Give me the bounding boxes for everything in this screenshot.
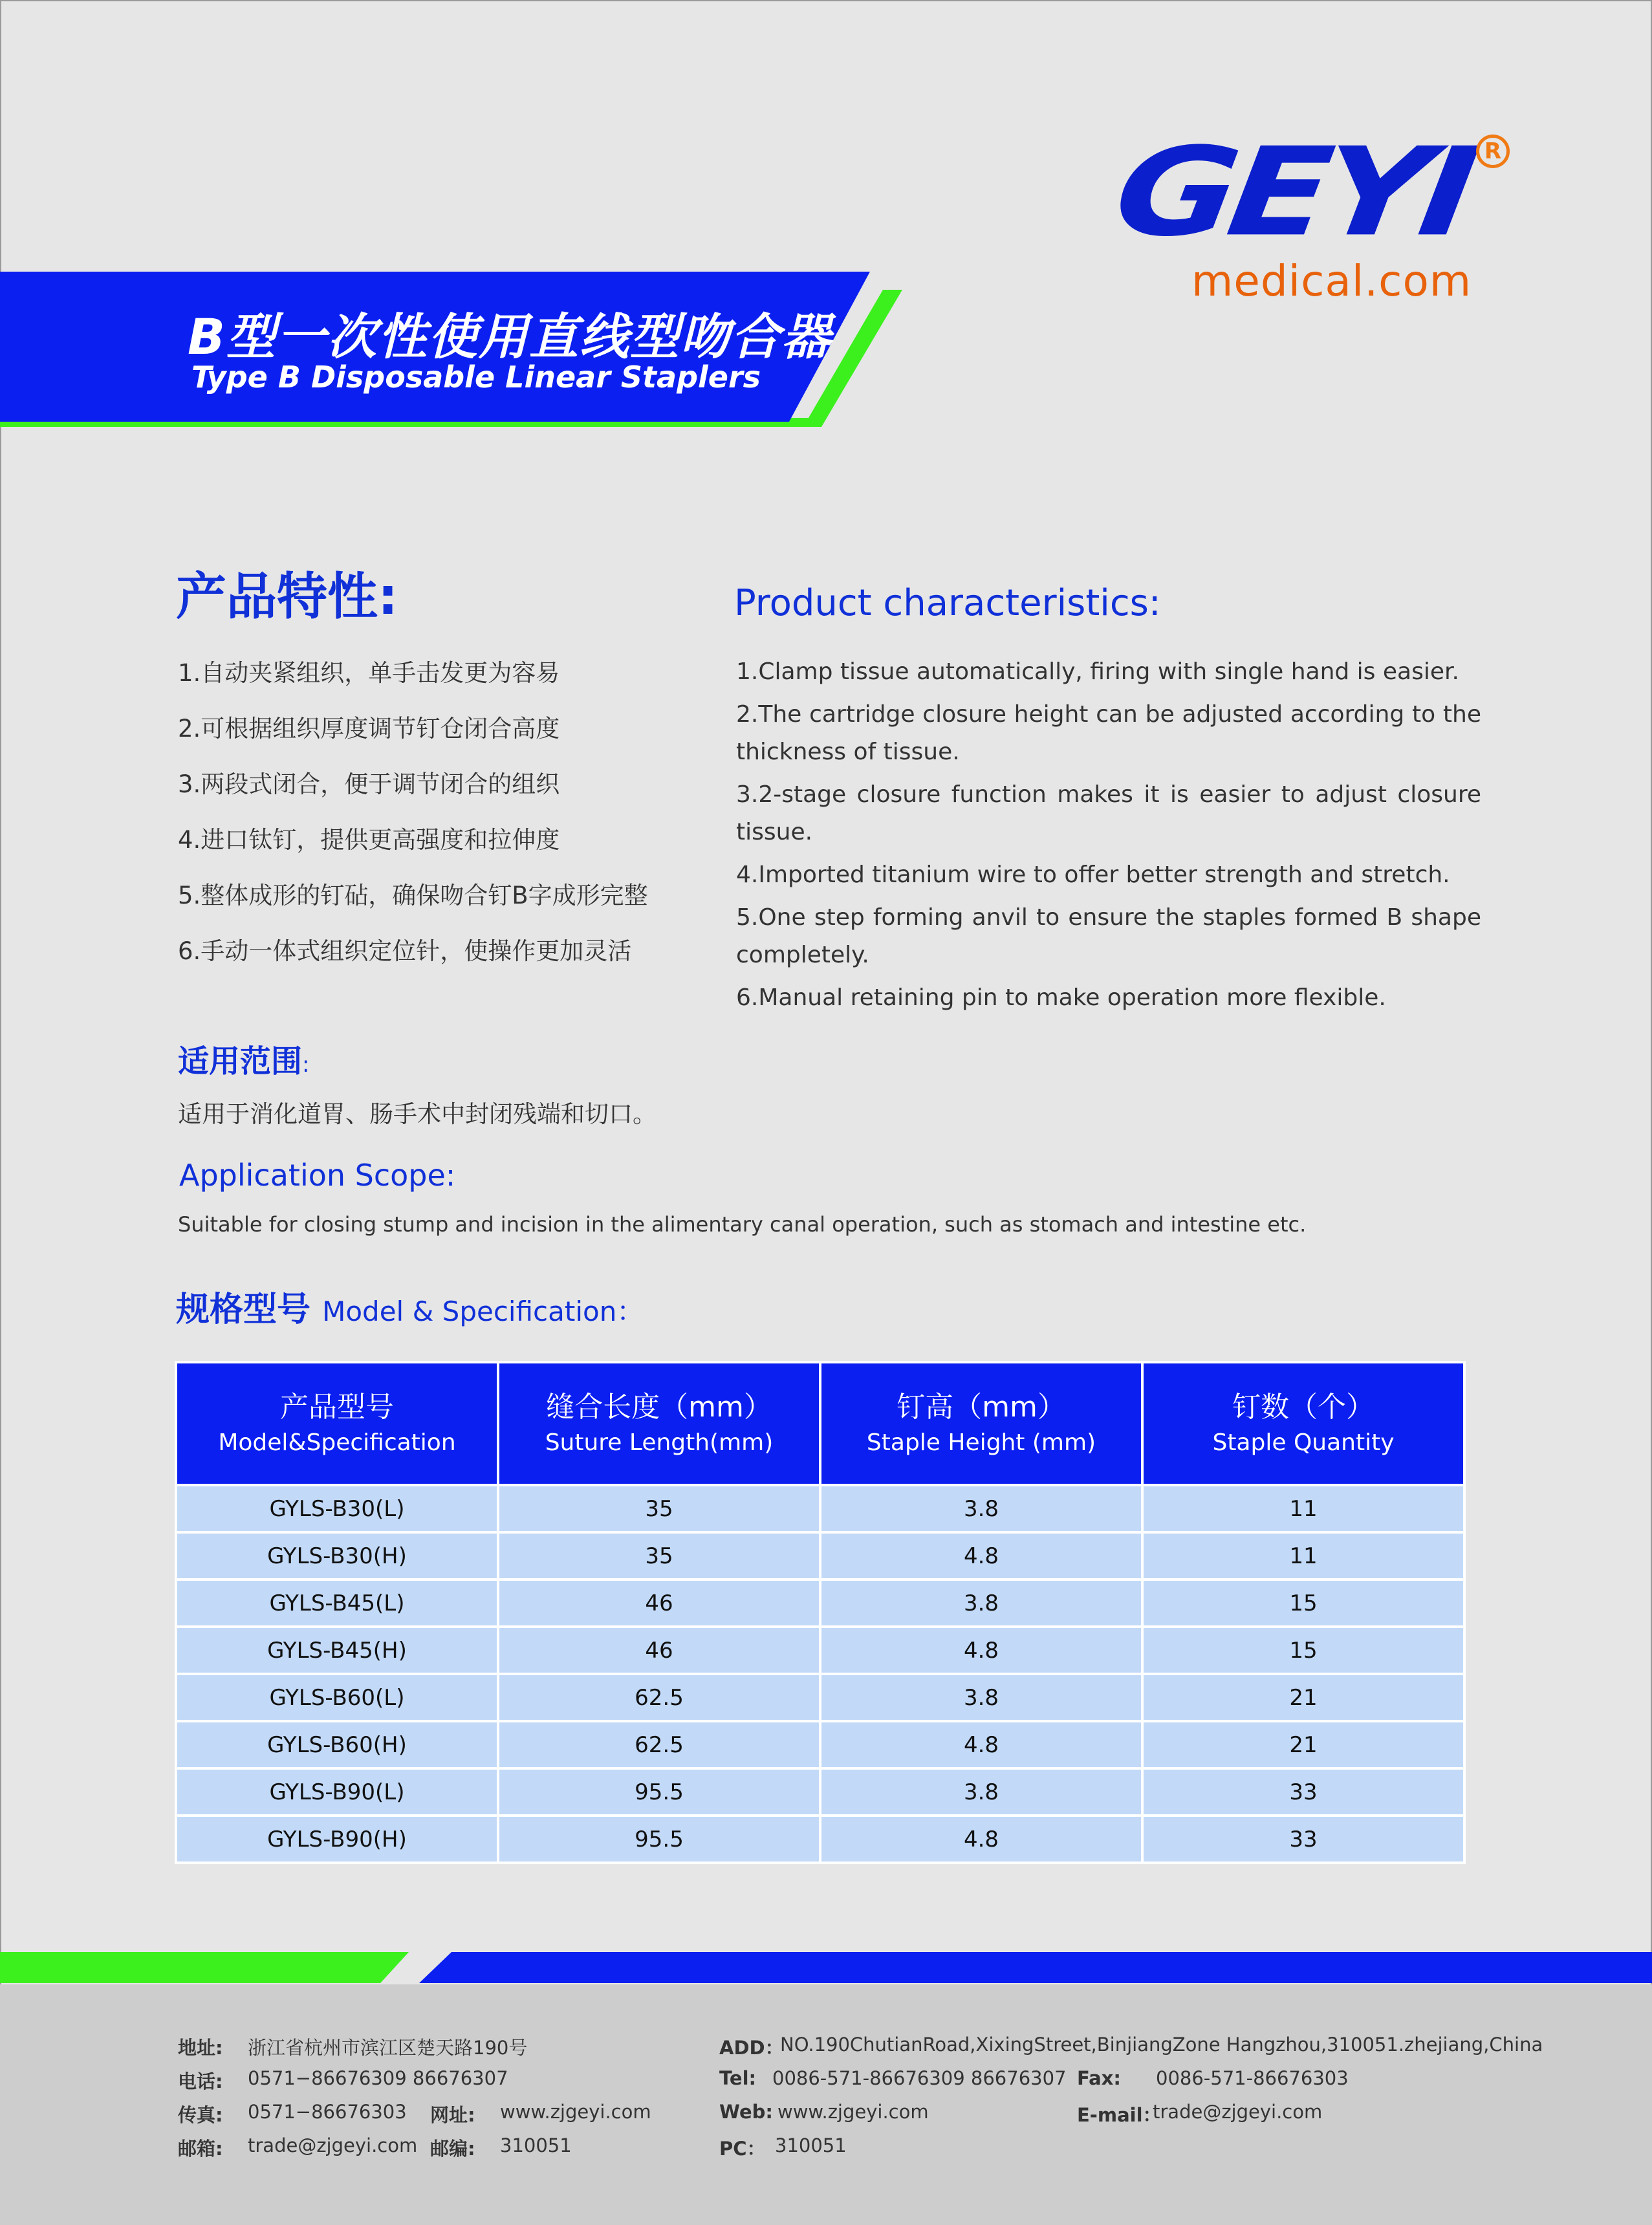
cell-staple-quantity: 15 (1142, 1579, 1464, 1627)
product-title-en: Type B Disposable Linear Staplers (191, 360, 761, 395)
email-cn[interactable]: trade@zjgeyi.com (248, 2134, 418, 2156)
cell-model: GYLS-B60(L) (176, 1674, 498, 1721)
cell-suture-length: 46 (498, 1627, 820, 1674)
scope-heading-en: Application Scope: (179, 1158, 456, 1193)
cell-model: GYLS-B30(H) (176, 1532, 498, 1579)
cell-staple-quantity: 21 (1142, 1721, 1464, 1768)
footer-blue-stripe (419, 1952, 1652, 1983)
cell-staple-height: 4.8 (820, 1816, 1142, 1863)
cell-suture-length: 95.5 (498, 1768, 820, 1816)
phone-label-cn: 电话: (178, 2070, 223, 2092)
contact-footer (0, 1984, 1652, 2225)
cell-staple-quantity: 33 (1142, 1816, 1464, 1863)
web-label-cn: 网址: (430, 2104, 475, 2126)
table-row (176, 1627, 1464, 1674)
phone-cn: 0571−86676309 86676307 (248, 2067, 508, 2089)
cell-staple-height: 4.8 (820, 1627, 1142, 1674)
registered-mark-icon: R (1476, 135, 1510, 168)
column-header-cn: 钉数（个） (1232, 1391, 1375, 1424)
cell-model: GYLS-B90(H) (176, 1816, 498, 1863)
table-row (176, 1579, 1464, 1627)
spec-heading-cn: 规格型号 (176, 1290, 311, 1329)
fax-label-cn: 传真: (178, 2104, 223, 2126)
logo-domain: medical.com (1191, 256, 1472, 306)
footer-green-stripe (0, 1952, 409, 1983)
cell-suture-length: 95.5 (498, 1816, 820, 1863)
cell-model: GYLS-B45(L) (176, 1579, 498, 1627)
table-row (176, 1532, 1464, 1579)
column-header-suture-length (498, 1362, 820, 1485)
list-item: 4.进口钛钉，提供更高强度和拉伸度 (178, 826, 560, 854)
list-item: 2.可根据组织厚度调节钉仓闭合高度 (178, 715, 560, 743)
list-item: 4.Imported titanium wire to offer better strength and stretch. (736, 862, 1450, 888)
cell-staple-height: 3.8 (820, 1674, 1142, 1721)
cell-staple-quantity: 15 (1142, 1627, 1464, 1674)
address-cn: 浙江省杭州市滨江区楚天路190号 (248, 2037, 528, 2059)
table-row (176, 1721, 1464, 1768)
address-label-cn: 地址: (178, 2037, 223, 2059)
spec-heading-en: Model & Specification： (322, 1296, 644, 1327)
column-header-en: Suture Length(mm) (545, 1429, 774, 1456)
email-label-en: E-mail： (1077, 2104, 1162, 2126)
pc-en: 310051 (775, 2134, 847, 2156)
characteristics-list-cn (178, 653, 648, 987)
column-header-cn: 钉高（mm） (897, 1391, 1066, 1424)
column-header-staple-height (820, 1362, 1142, 1485)
cell-model: GYLS-B60(H) (176, 1721, 498, 1768)
column-header-model (176, 1362, 498, 1485)
list-item: 5.整体成形的钉砧，确保吻合钉B字成形完整 (178, 882, 648, 909)
scope-heading-cn-text: 适用范围 (178, 1043, 303, 1080)
product-title-cn: B型一次性使用直线型吻合器 (188, 308, 832, 365)
scope-heading-cn-colon: : (302, 1052, 310, 1078)
address-en: NO.190ChutianRoad,XixingStreet,BinjiangZone Hangzhou,310051.zhejiang,China (780, 2034, 1543, 2056)
cell-staple-quantity: 11 (1142, 1485, 1464, 1532)
web-label-en: Web: (719, 2101, 773, 2123)
web-cn[interactable]: www.zjgeyi.com (500, 2101, 651, 2123)
geyi-logo (1106, 122, 1520, 317)
cell-suture-length: 62.5 (498, 1721, 820, 1768)
characteristics-heading-cn: 产品特性: (176, 568, 398, 626)
fax-cn: 0571−86676303 (248, 2101, 407, 2123)
cell-staple-quantity: 21 (1142, 1674, 1464, 1721)
postcode-label-cn: 邮编: (430, 2138, 475, 2160)
characteristics-list-en (736, 653, 1481, 1022)
cell-staple-quantity: 33 (1142, 1768, 1464, 1816)
list-item: 3.2-stage closure function makes it is easier to adjust closure tissue. (736, 781, 1481, 845)
column-header-cn: 产品型号 (280, 1391, 394, 1424)
tel-en: 0086-571-86676309 86676307 (772, 2067, 1067, 2089)
fax-en: 0086-571-86676303 (1156, 2067, 1349, 2089)
scope-text-en: Suitable for closing stump and incision in the alimentary canal operation, such as stomach and intestine etc. (178, 1212, 1307, 1237)
table-row (176, 1674, 1464, 1721)
list-item: 6.手动一体式组织定位针，使操作更加灵活 (178, 937, 632, 965)
fax-label-en: Fax: (1077, 2067, 1121, 2089)
column-header-staple-quantity (1142, 1362, 1464, 1485)
spec-table (175, 1361, 1466, 1864)
table-header-row (176, 1362, 1464, 1485)
cell-suture-length: 46 (498, 1579, 820, 1627)
footer-stripes (0, 1947, 1652, 1986)
table-row (176, 1816, 1464, 1863)
web-en[interactable]: www.zjgeyi.com (777, 2101, 929, 2123)
cell-model: GYLS-B45(H) (176, 1627, 498, 1674)
email-label-cn: 邮箱: (178, 2138, 223, 2160)
logo-wordmark: GEYI (1106, 122, 1477, 264)
list-item: 1.Clamp tissue automatically, firing with single hand is easier. (736, 658, 1459, 685)
pc-label-en: PC： (719, 2138, 766, 2160)
table-row (176, 1485, 1464, 1532)
cell-model: GYLS-B30(L) (176, 1485, 498, 1532)
email-en[interactable]: trade@zjgeyi.com (1153, 2101, 1323, 2123)
cell-suture-length: 35 (498, 1485, 820, 1532)
address-label-en: ADD： (719, 2037, 784, 2059)
cell-suture-length: 35 (498, 1532, 820, 1579)
list-item: 1.自动夹紧组织，单手击发更为容易 (178, 659, 560, 687)
list-item: 3.两段式闭合，便于调节闭合的组织 (178, 770, 560, 798)
postcode-cn: 310051 (500, 2134, 572, 2156)
cell-staple-quantity: 11 (1142, 1532, 1464, 1579)
column-header-en: Staple Height (mm) (866, 1429, 1096, 1456)
cell-staple-height: 4.8 (820, 1721, 1142, 1768)
cell-staple-height: 3.8 (820, 1485, 1142, 1532)
table-row (176, 1768, 1464, 1816)
cell-staple-height: 4.8 (820, 1532, 1142, 1579)
scope-text-cn: 适用于消化道胃、肠手术中封闭残端和切口。 (178, 1100, 657, 1128)
cell-model: GYLS-B90(L) (176, 1768, 498, 1816)
list-item: 6.Manual retaining pin to make operation more flexible. (736, 984, 1386, 1011)
cell-staple-height: 3.8 (820, 1768, 1142, 1816)
spec-heading (176, 1282, 644, 1330)
column-header-en: Staple Quantity (1212, 1429, 1395, 1456)
list-item: 2.The cartridge closure height can be adjusted according to the thickness of tissue. (736, 701, 1481, 765)
scope-heading-cn (178, 1036, 309, 1081)
column-header-en: Model&Specification (218, 1429, 456, 1456)
characteristics-heading-en: Product characteristics: (734, 582, 1161, 624)
tel-label-en: Tel: (719, 2067, 757, 2089)
list-item: 5.One step forming anvil to ensure the staples formed B shape completely. (736, 904, 1481, 968)
cell-staple-height: 3.8 (820, 1579, 1142, 1627)
column-header-cn: 缝合长度（mm） (546, 1391, 772, 1424)
cell-suture-length: 62.5 (498, 1674, 820, 1721)
